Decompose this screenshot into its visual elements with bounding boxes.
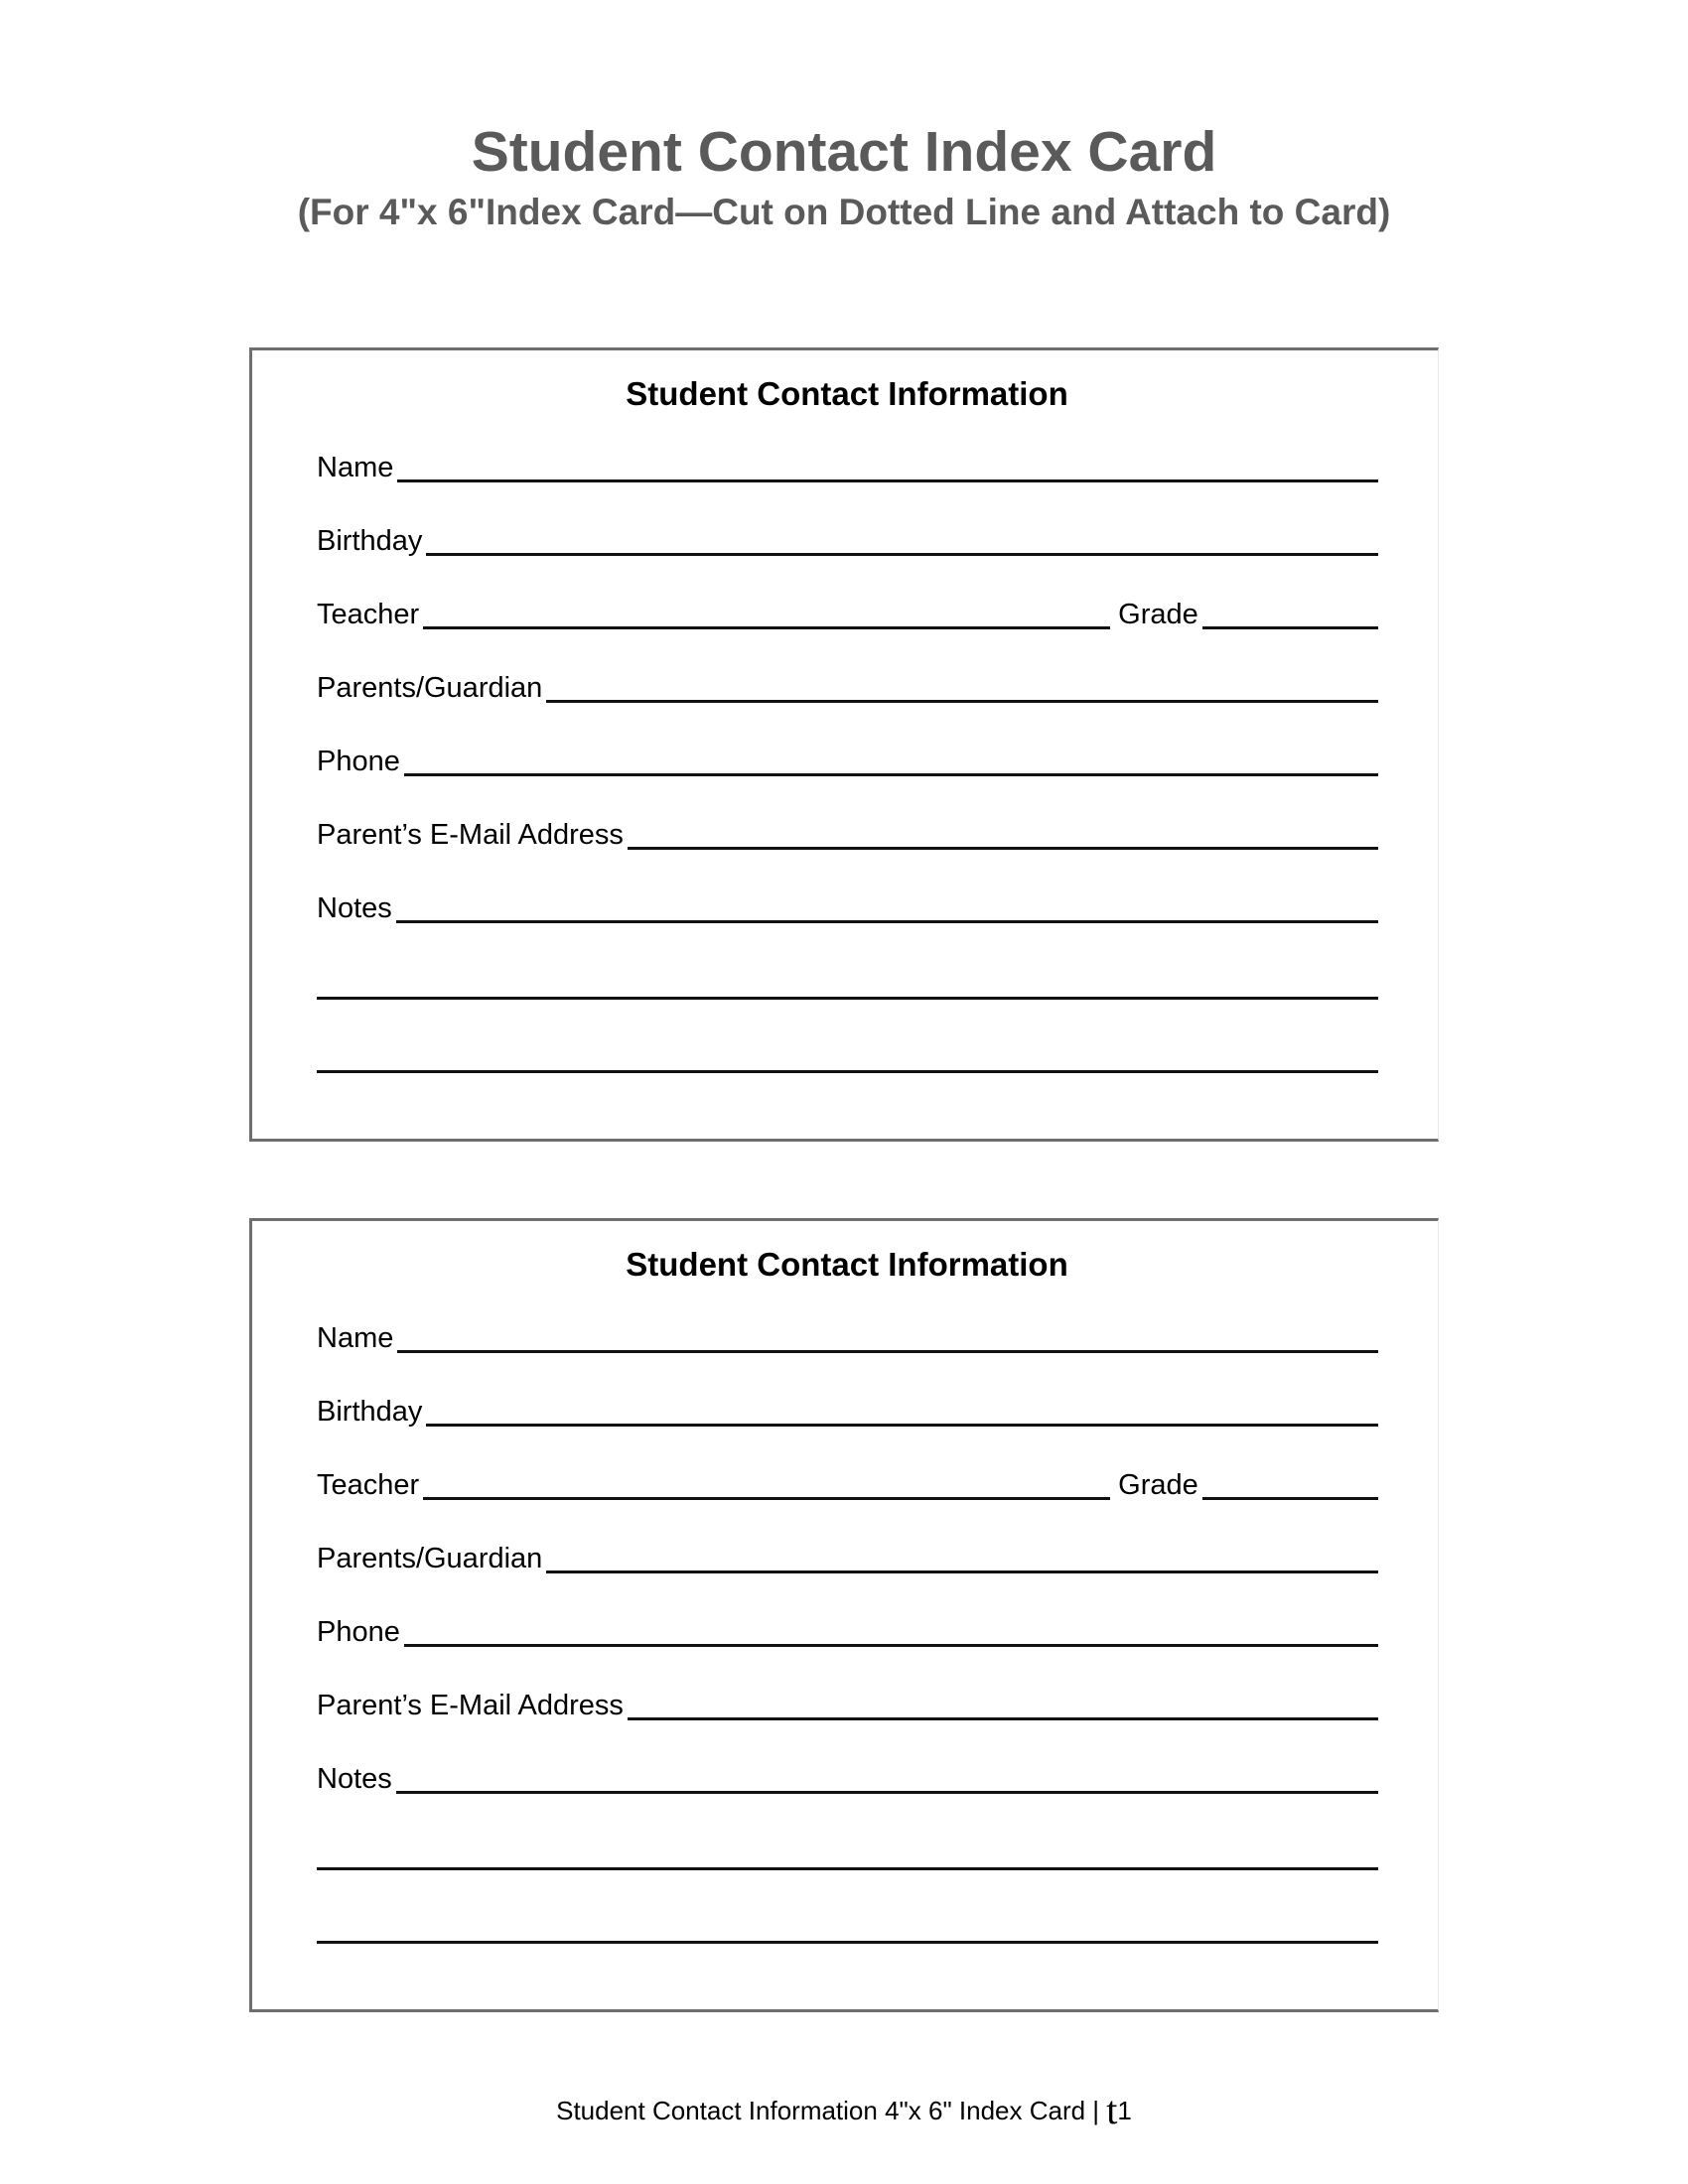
name-label: Name: [317, 1322, 394, 1354]
footer-text: Student Contact Information 4"x 6" Index Card |: [556, 2096, 1100, 2125]
parents-label: Parents/Guardian: [317, 672, 543, 704]
name-label: Name: [317, 452, 394, 483]
birthday-field-row: [317, 506, 1378, 556]
phone-field-row: [317, 727, 1378, 776]
index-card-2: [249, 1218, 1439, 2012]
birthday-label: Birthday: [317, 525, 423, 557]
grade-line[interactable]: [1202, 1497, 1378, 1500]
grade-label: Grade: [1118, 599, 1198, 630]
name-line[interactable]: [397, 479, 1378, 482]
phone-label: Phone: [317, 1616, 400, 1648]
footer-page-letter: t: [1106, 2088, 1118, 2132]
page-title: Student Contact Index Card: [471, 120, 1217, 184]
notes-label: Notes: [317, 1763, 392, 1795]
teacher-label: Teacher: [317, 1469, 420, 1501]
email-label: Parent’s E-Mail Address: [317, 1690, 624, 1721]
notes-line[interactable]: [396, 920, 1378, 923]
teacher-grade-field-row: [317, 580, 1378, 629]
grade-line[interactable]: [1202, 626, 1378, 629]
notes-label: Notes: [317, 892, 392, 924]
parents-field-row: [317, 1524, 1378, 1573]
birthday-line[interactable]: [426, 553, 1378, 556]
phone-label: Phone: [317, 746, 400, 777]
parents-label: Parents/Guardian: [317, 1543, 543, 1574]
name-field-row: [317, 1303, 1378, 1353]
notes-extra-line[interactable]: [317, 1867, 1378, 1870]
notes-extra-line[interactable]: [317, 997, 1378, 1000]
card-heading: Student Contact Information: [626, 375, 1068, 412]
birthday-label: Birthday: [317, 1396, 423, 1428]
notes-extra-line[interactable]: [317, 1941, 1378, 1944]
email-line[interactable]: [628, 847, 1378, 850]
card-heading: Student Contact Information: [626, 1246, 1068, 1283]
footer-page-number: 1: [1117, 2096, 1132, 2125]
grade-label: Grade: [1118, 1469, 1198, 1501]
birthday-field-row: [317, 1377, 1378, 1427]
phone-line[interactable]: [404, 1644, 1378, 1647]
notes-extra-line[interactable]: [317, 1070, 1378, 1073]
page-footer: [0, 2088, 1688, 2132]
phone-field-row: [317, 1597, 1378, 1647]
notes-line[interactable]: [396, 1791, 1378, 1794]
parents-field-row: [317, 653, 1378, 703]
notes-field-row: [317, 874, 1378, 923]
parents-line[interactable]: [546, 700, 1378, 703]
teacher-line[interactable]: [423, 1497, 1110, 1500]
parents-line[interactable]: [546, 1570, 1378, 1573]
name-field-row: [317, 433, 1378, 482]
email-label: Parent’s E-Mail Address: [317, 819, 624, 851]
phone-line[interactable]: [404, 773, 1378, 776]
birthday-line[interactable]: [426, 1424, 1378, 1427]
page-subtitle: (For 4"x 6"Index Card—Cut on Dotted Line and Attach to Card): [297, 192, 1391, 232]
teacher-label: Teacher: [317, 599, 420, 630]
index-card-1: [249, 347, 1439, 1142]
teacher-line[interactable]: [423, 626, 1110, 629]
email-field-row: [317, 1671, 1378, 1720]
teacher-grade-field-row: [317, 1450, 1378, 1500]
email-field-row: [317, 800, 1378, 850]
notes-field-row: [317, 1744, 1378, 1794]
email-line[interactable]: [628, 1717, 1378, 1720]
name-line[interactable]: [397, 1350, 1378, 1353]
